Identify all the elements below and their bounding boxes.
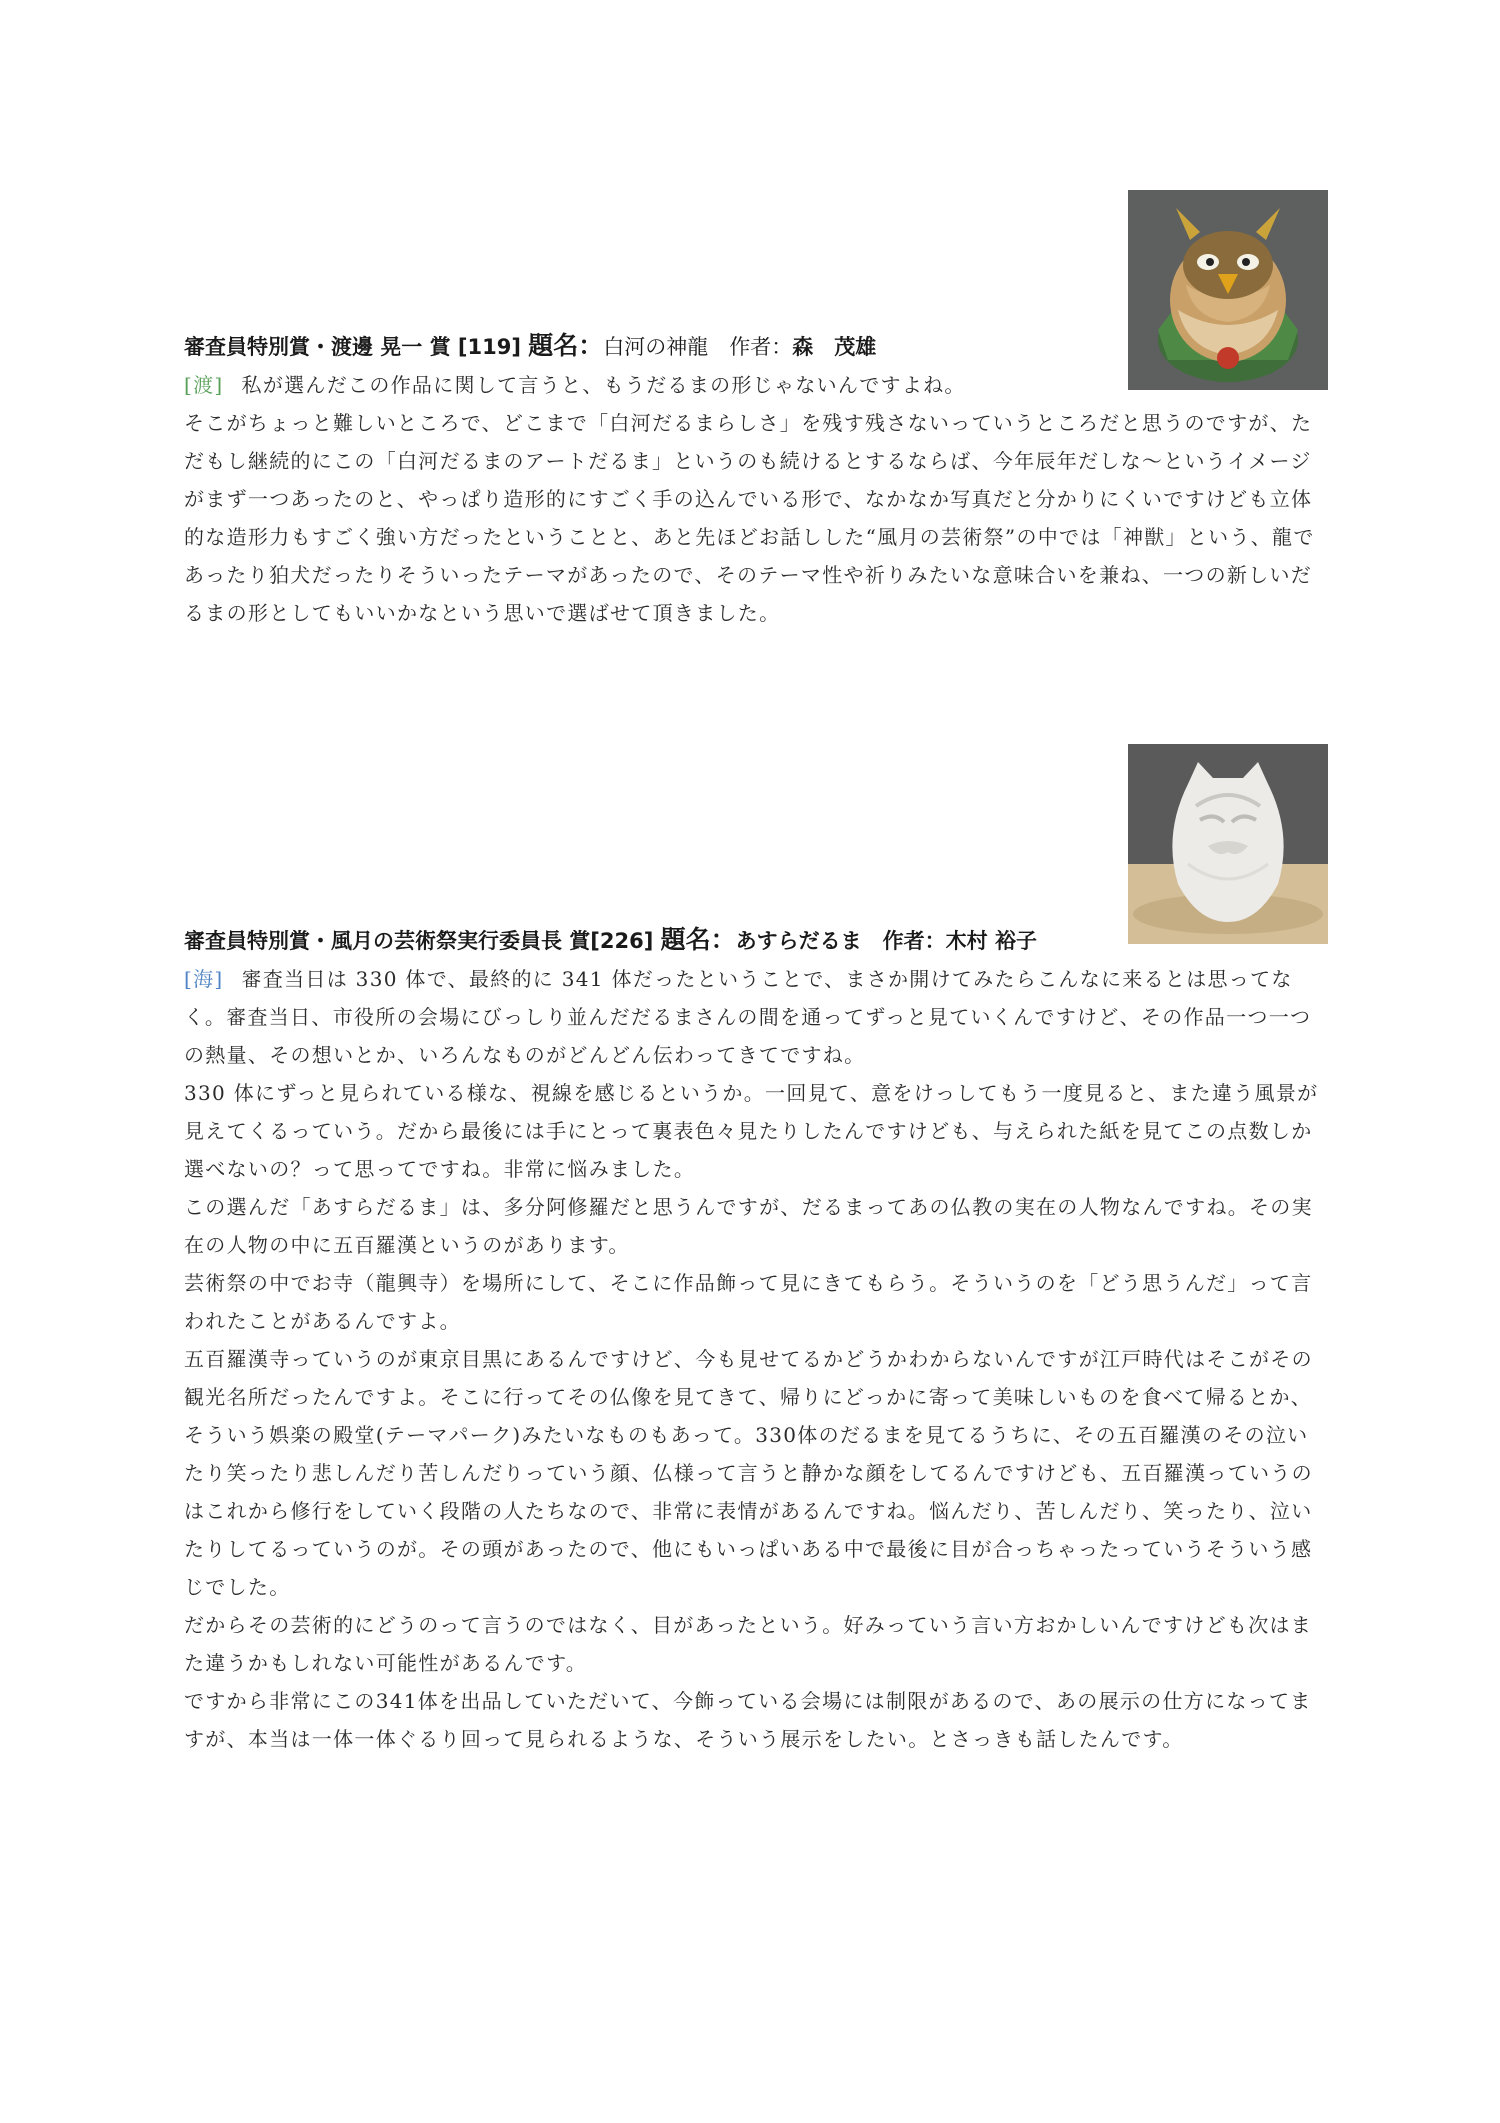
paragraph xyxy=(184,404,1328,632)
title-label: 題名： xyxy=(660,925,736,954)
paragraph-text: この選んだ「あすらだるま」は、多分阿修羅だと思うんですが、だるまってあの仏教の実在の人物なんですね。その実在の人物の中に五百羅漢というのがあります。 xyxy=(184,1195,1313,1257)
author-name: 木村 裕子 xyxy=(945,929,1037,953)
paragraph-text: だからその芸術的にどうのって言うのではなく、目があったという。好みっていう言い方おかしいんですけども次はまた違うかもしれない可能性があるんです。 xyxy=(184,1613,1313,1675)
title-label: 題名： xyxy=(528,331,604,360)
paragraph xyxy=(184,366,1328,404)
award-heading xyxy=(184,326,876,362)
dragon-daruma-photo xyxy=(1128,190,1328,390)
award-name: 審査員特別賞・渡邊 晃一 賞 [119] xyxy=(184,335,529,359)
paragraph-text: 五百羅漢寺っていうのが東京目黒にあるんですけど、今も見せてるかどうかわからないんですが江戸時代はそこがその観光名所だったんですよ。そこに行ってその仏像を見てきて、帰りにどっかに寄って美味しいものを食べて帰るとか、そういう娯楽の殿堂(テーマパーク)みたいなものもあって。330体のだるまを見てるうちに、その五百羅漢のその泣いたり笑ったり悲しんだり苦しんだりっていう顔、仏様って言うと静かな顔をしてるんですけども、五百羅漢っていうのはこれから修行をしていく段階の人たちなので、非常に表情があるんですね。悩んだり、苦しんだり、笑ったり、泣いたりしてるっていうのが。その頭があったので、他にもいっぱいある中で最後に目が合っちゃったっていうそういう感じでした。 xyxy=(184,1347,1313,1599)
speaker-tag: [海] xyxy=(184,967,224,991)
paragraph-text: 審査当日は 330 体で、最終的に 341 体だったということで、まさか開けてみたらこんなに来るとは思ってなく。審査当日、市役所の会場にびっしり並んだだるまさんの間を通ってずっと見ていくんですけど、その作品一つ一つの熱量、その想いとか、いろんなものがどんどん伝わってきてですね。 xyxy=(184,967,1312,1067)
paragraph-text: そこがちょっと難しいところで、どこまで「白河だるまらしさ」を残す残さないっていうところだと思うのですが、ただもし継続的にこの「白河だるまのアートだるま」というのも続けるとするならば、今年辰年だしな〜というイメージがまず一つあったのと、やっぱり造形的にすごく手の込んでいる形で、なかなか写真だと分かりにくいですけども立体的な造形力もすごく強い方だったということと、あと先ほどお話しした“風月の芸術祭”の中では「神獣」という、龍であったり狛犬だったりそういったテーマがあったので、そのテーマ性や祈りみたいな意味合いを兼ね、一つの新しいだるまの形としてもいいかなという思いで選ばせて頂きました。 xyxy=(184,411,1315,625)
paragraph xyxy=(184,1188,1328,1264)
paragraph xyxy=(184,960,1328,1074)
award-heading xyxy=(184,920,1037,956)
author-label: 作者： xyxy=(882,929,946,953)
paragraph xyxy=(184,1264,1328,1340)
paragraph-text: 芸術祭の中でお寺（龍興寺）を場所にして、そこに作品飾って見にきてもらう。そういうのを「どう思うんだ」って言われたことがあるんですよ。 xyxy=(184,1271,1313,1333)
award-name: 審査員特別賞・風月の芸術祭実行委員長 賞[226] xyxy=(184,929,661,953)
paragraph xyxy=(184,1682,1328,1758)
comment-body xyxy=(184,366,1328,632)
work-title: あすらだるま xyxy=(735,929,862,953)
paragraph-text: 330 体にずっと見られている様な、視線を感じるというか。一回見て、意をけっしてもう一度見ると、また違う風景が見えてくるっていう。だから最後には手にとって裏表色々見たりしたんですけども、与えられた紙を見てこの点数しか選べないの？って思ってですね。非常に悩みました。 xyxy=(184,1081,1319,1181)
speaker-tag: [渡] xyxy=(184,373,224,397)
paragraph xyxy=(184,1074,1328,1188)
work-title: 白河の神龍 xyxy=(603,335,709,359)
author-name: 森 茂雄 xyxy=(792,335,877,359)
paragraph xyxy=(184,1606,1328,1682)
paragraph xyxy=(184,1340,1328,1606)
author-label: 作者： xyxy=(729,335,793,359)
white-daruma-photo xyxy=(1128,744,1328,944)
paragraph-text: ですから非常にこの341体を出品していただいて、今飾っている会場には制限があるので、あの展示の仕方になってますが、本当は一体一体ぐるり回って見られるような、そういう展示をしたい。とさっきも話したんです。 xyxy=(184,1689,1312,1751)
comment-body xyxy=(184,960,1328,1758)
paragraph-text: 私が選んだこの作品に関して言うと、もうだるまの形じゃないんですよね。 xyxy=(241,373,966,397)
